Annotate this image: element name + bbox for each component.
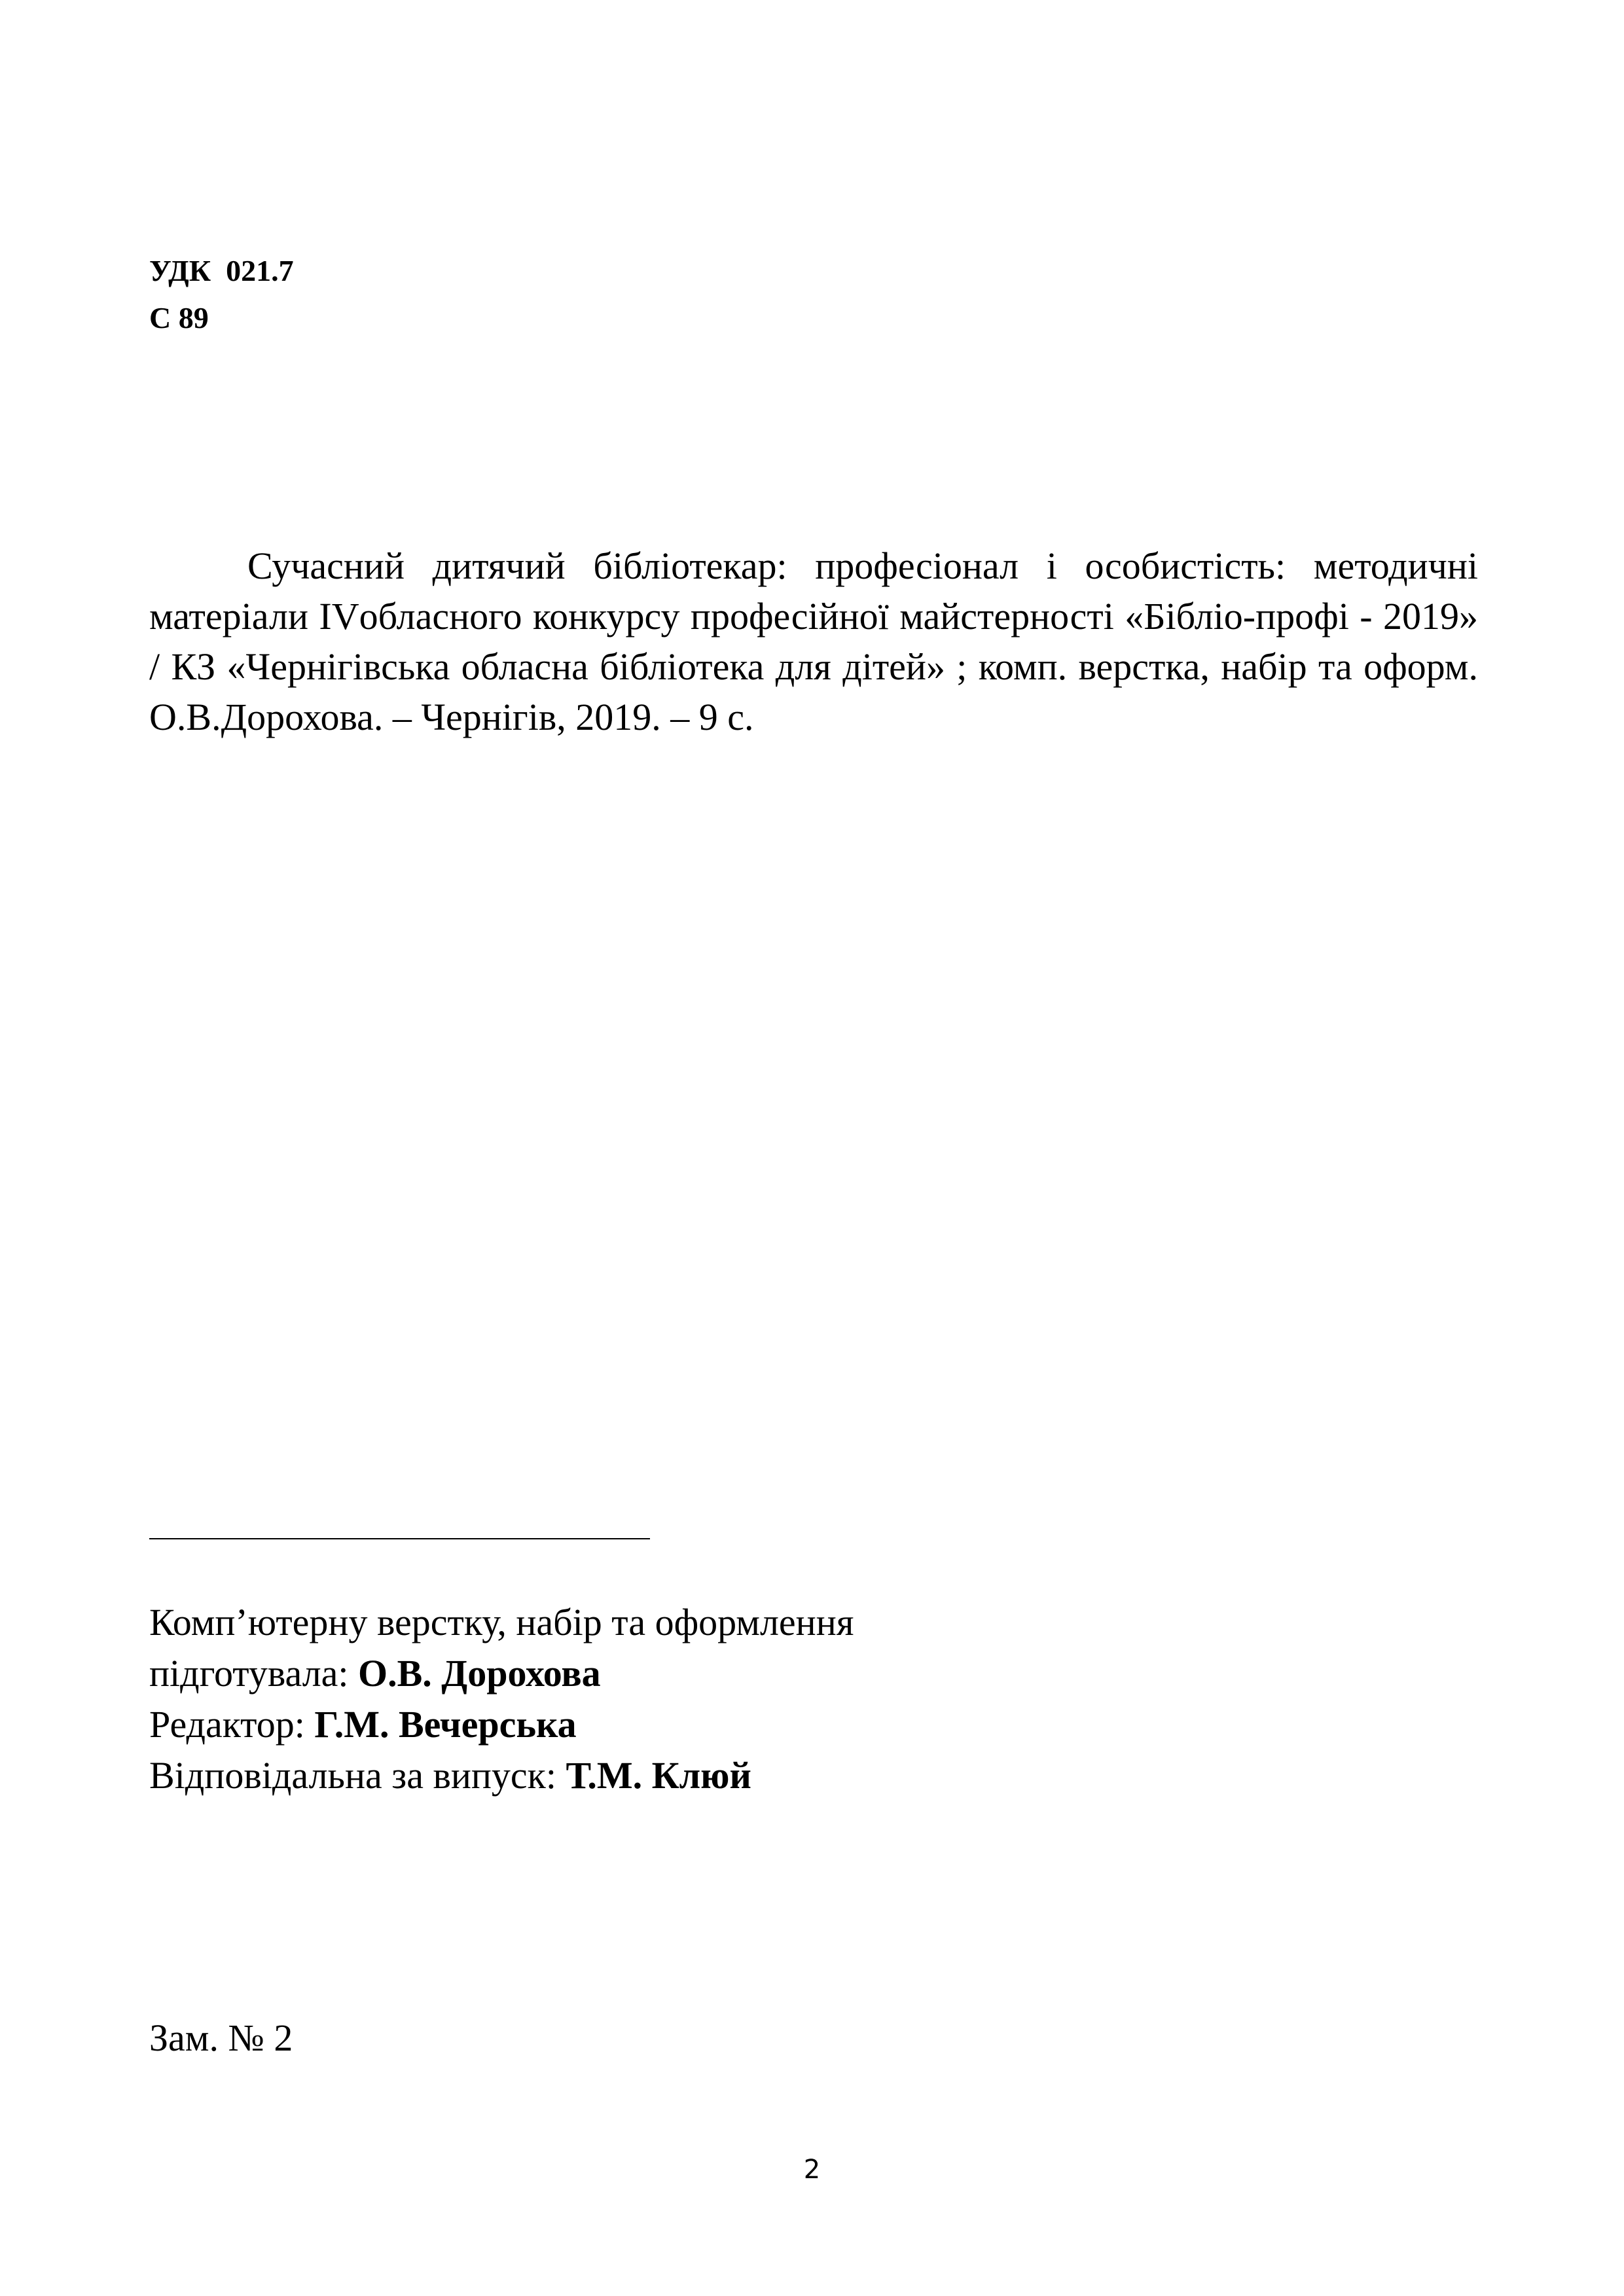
classification-block	[149, 247, 294, 342]
credits-block	[149, 1597, 854, 1801]
prepared-label: підготувала:	[149, 1652, 358, 1695]
credits-line-prepared	[149, 1648, 854, 1699]
credits-line-responsible	[149, 1750, 854, 1801]
credits-line-layout: Комп’ютерну верстку, набір та оформлення	[149, 1601, 854, 1643]
page-number: 2	[803, 2155, 821, 2185]
editor-label: Редактор:	[149, 1703, 315, 1746]
credits-line-editor	[149, 1699, 854, 1750]
prepared-name: О.В. Дорохова	[358, 1652, 601, 1695]
responsible-label: Відповідальна за випуск:	[149, 1754, 566, 1797]
bibliographic-description: Сучасний дитячий бібліотекар: професіонал і особистість: методичні матеріали IVобласного конкурсу професійної майстерності «Бібліо-профі - 2019» / КЗ «Чернігівська обласна бібліотека для дітей» ; комп. верстка, набір та оформ. О.В.Дорохова. – Чернігів, 2019. – 9 с.	[149, 545, 1478, 738]
editor-name: Г.М. Вечерська	[314, 1703, 577, 1746]
udk-code: УДК 021.7	[149, 254, 294, 287]
separator-line	[149, 1538, 650, 1539]
responsible-name: Т.М. Клюй	[566, 1754, 751, 1797]
order-number: Зам. № 2	[149, 2017, 293, 2059]
author-mark: С 89	[149, 301, 209, 334]
